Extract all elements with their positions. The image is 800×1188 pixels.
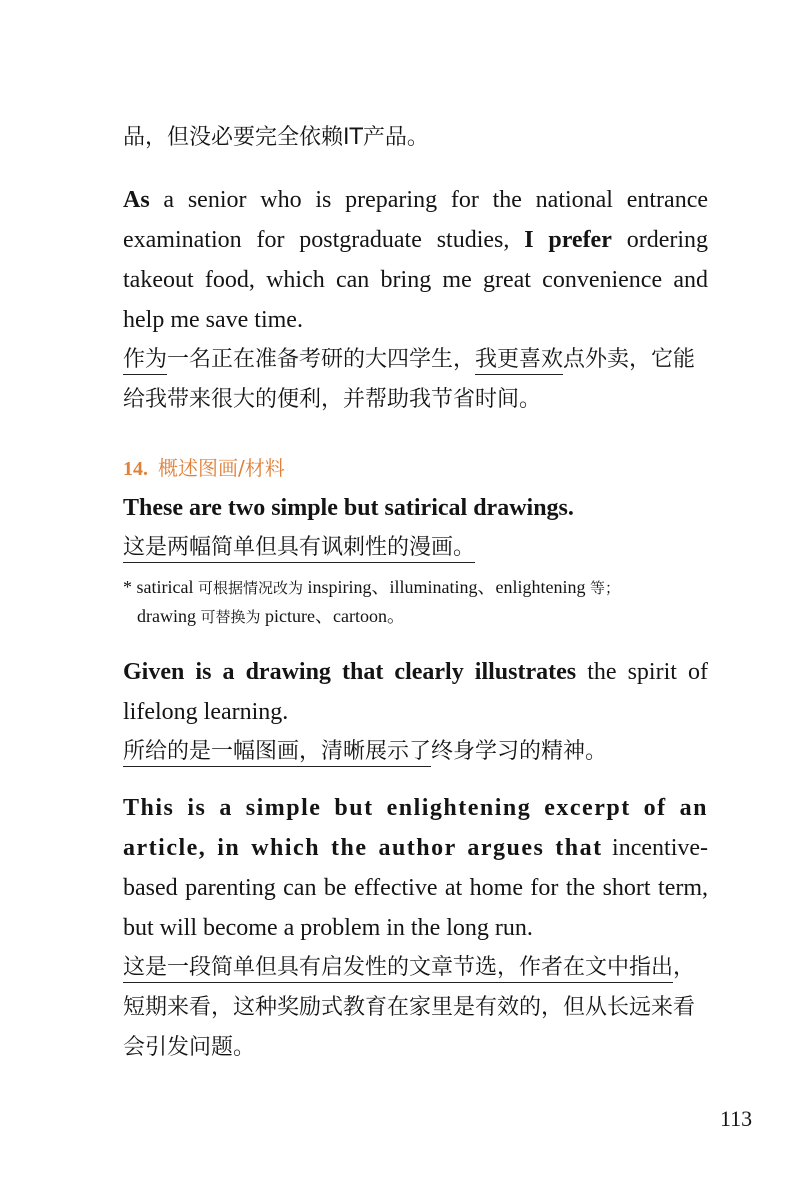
example-1-cn-text-2: 点外卖，它能给我带来很大的便利，并帮助我节省时间。 [123,347,696,412]
note-line-1-c: inspiring、illuminating、enlightening [303,577,590,597]
note-line-2 [123,602,708,631]
example-2-chinese: 这是两幅简单但具有讽刺性的漫画。 [123,535,475,563]
example-3-bold-1: Given is a drawing that clearly illustrates [123,659,577,685]
note-line-2-c: picture、cartoon。 [260,606,405,626]
note-line-1-d: 等； [589,579,620,597]
example-1-bold-1: As [123,187,150,213]
example-4-english [123,788,708,948]
example-2 [123,488,708,568]
example-3 [123,652,708,772]
section-number: 14. [123,458,148,480]
example-3-cn-text-1: 终身学习的精神。 [431,739,608,764]
example-3-cn-underline-1: 所给的是一幅图画，清晰展示了 [123,739,431,767]
note-line-2-b: 可替换为 [200,608,261,626]
example-1-english [123,180,708,340]
example-1-cn-underline-1: 作为 [123,347,167,375]
example-3-chinese [123,732,708,772]
example-4 [123,788,708,1068]
example-1-chinese [123,340,708,420]
section-title: 概述图画/材料 [158,456,285,480]
note-line-1 [123,573,708,602]
section-heading [123,448,708,489]
example-3-english [123,652,708,732]
example-1-text-2: ordering takeout food, which can bring me great convenience and help me save time. [123,227,708,333]
note-line-2-a: drawing [137,606,201,626]
example-1-cn-underline-2: 我更喜欢 [475,347,563,375]
example-4-text-1: incentive-based parenting can be effective at home for the short term, but will become a problem in the long run. [123,835,708,941]
example-1 [123,180,708,420]
example-1-bold-2: I prefer [524,227,612,253]
example-3-text-1: the spirit of lifelong learning. [123,659,708,725]
note-line-1-a: * satirical [123,577,198,597]
example-4-cn-underline-1: 这是一段简单但具有启发性的文章节选，作者在文中指出 [123,955,673,983]
example-1-text-1: a senior who is preparing for the national entrance examination for postgraduate studies, [123,187,708,253]
example-4-cn-text-1: ，短期来看，这种奖励式教育在家里是有效的，但从长远来看会引发问题。 [123,955,696,1060]
intro-chinese: 品，但没必要完全依赖IT产品。 [123,125,429,150]
intro-block [123,118,708,158]
example-4-bold-1: This is a simple but enlightening excerpt of an article, in which the author argues that [123,795,708,861]
page-number: 113 [720,1106,753,1131]
note-line-1-b: 可根据情况改为 [197,579,303,597]
example-2-english: These are two simple but satirical drawings. [123,495,574,521]
example-1-cn-text-1: 一名正在准备考研的大四学生， [167,347,476,372]
example-4-chinese [123,948,708,1068]
usage-note [123,573,708,631]
